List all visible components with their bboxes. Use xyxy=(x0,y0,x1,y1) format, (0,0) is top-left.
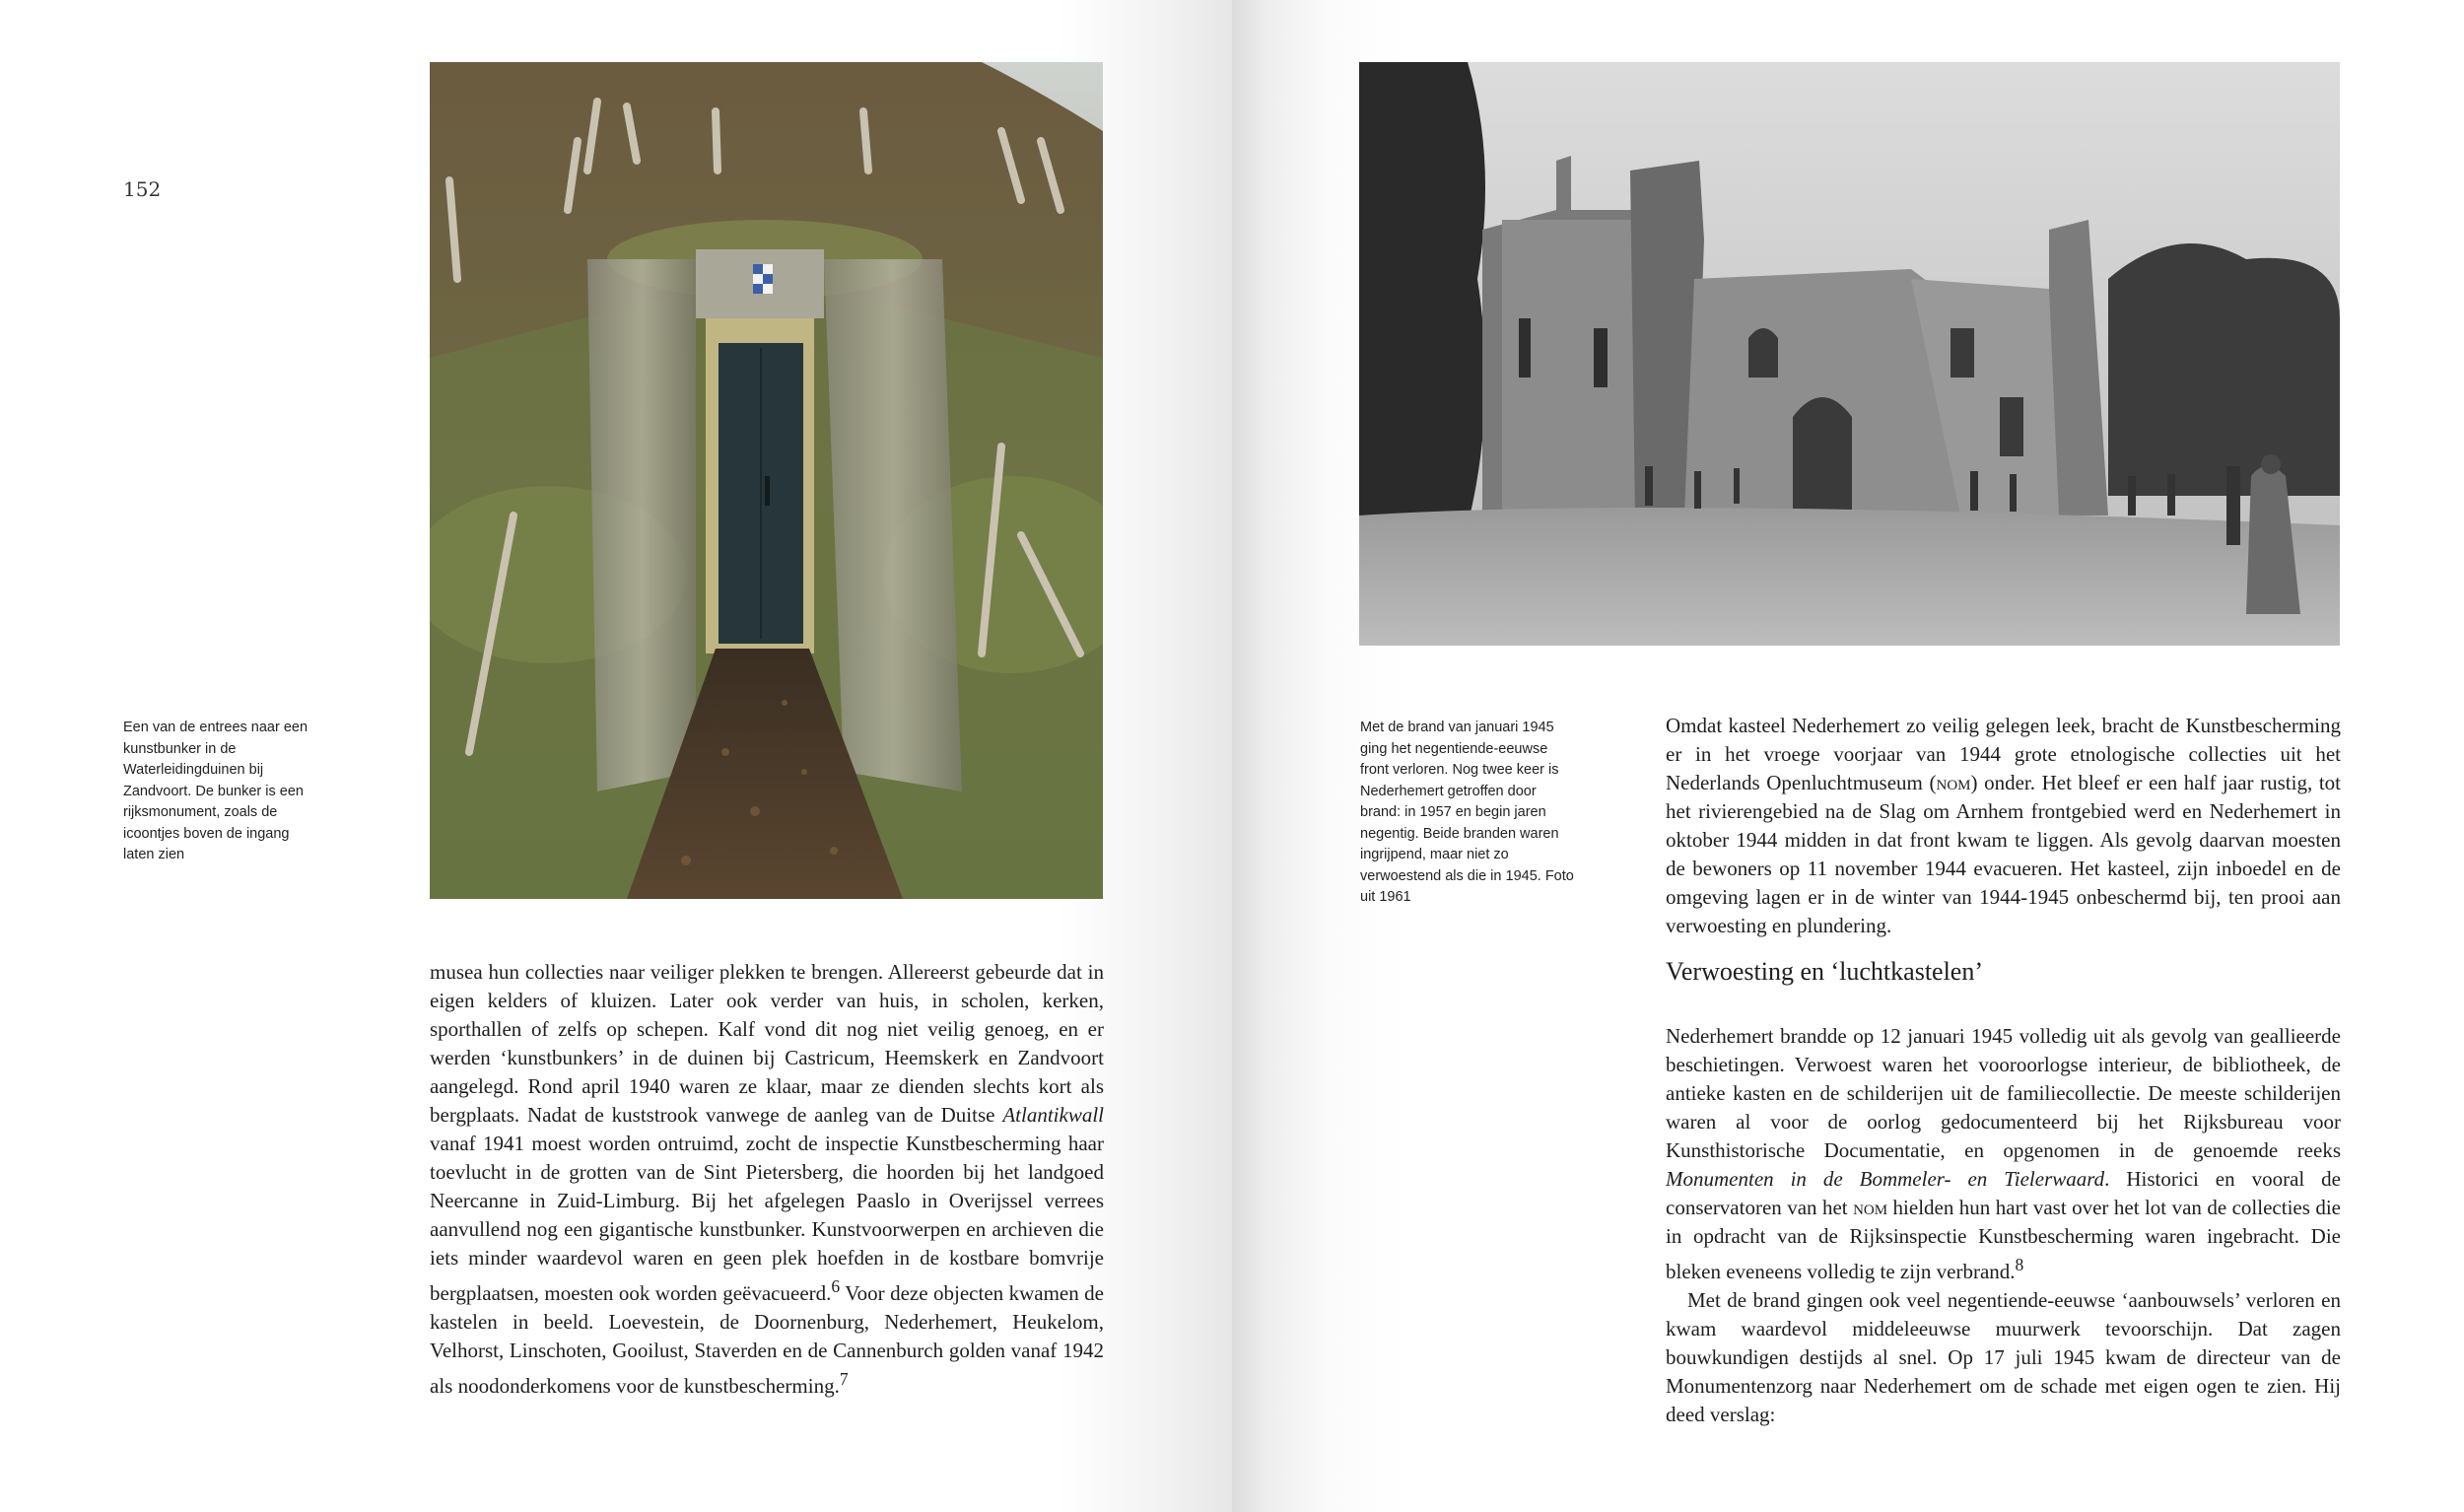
castle-ruin-photo xyxy=(1359,62,2340,646)
left-body-text: musea hun collecties naar veiliger plekken te brengen. Allereerst gebeurde dat in eigen kelders of kluizen. Later ook verder van huis, in scholen, kerken, sporthallen of zelfs op schepen. Kalf vond dit nog niet veilig genoeg, en er werden ‘kunstbunkers’ in de duinen bij Castricum, Heemskerk en Zandvoort aangelegd. Rond april 1940 waren ze klaar, maar ze dienden slechts kort als bergplaats. Nadat de kuststrook vanwege de aanleg van de Duitse Atlantikwall vanaf 1941 moest worden ontruimd, zocht de inspectie Kunstbescherming haar toevlucht in de grotten van de Sint Pietersberg, die hoorden bij het landgoed Neercanne in Zuid-Limburg. Bij het afgelegen Paaslo in Overijssel verrees aanvullend nog een gigantische kunstbunker. Kunstvoorwerpen en archieven die iets minder waardevol waren en geen plek hoefden in de kostbare bomvrije bergplaatsen, moesten ook worden geëvacueerd.$^6$ Voor deze objecten kwamen de kastelen in beeld. Loevestein, de Doornenburg, Nederhemert, Heukelom, Velhorst, Linschoten, Gooilust, Staverden en de Cannenburch golden vanaf 1942 als noodonderkomens voor de kunstbescherming.$^7$ xyxy=(430,960,1104,1398)
bunker-entrance-photo xyxy=(430,62,1103,899)
page-number: 152 xyxy=(123,177,162,201)
footnote-8: 8 xyxy=(2015,1255,2024,1274)
footnote-6: 6 xyxy=(831,1276,841,1296)
section-heading: Verwoesting en ‘luchtkastelen’ xyxy=(1666,957,1984,986)
right-intro-text: Omdat kasteel Nederhemert zo veilig gelegen leek, bracht de Kunstbescherming er in het vroege voorjaar van 1944 grote etnologische collecties uit het Nederlands Openluchtmuseum (nom) onder. Het bleef er een half jaar rustig, tot het rivierengebied na de Slag om Arnhem frontgebied werd en Nederhemert in oktober 1944 midden in dat front kwam te liggen. Als gevolg daarvan moesten de bewoners op 11 november 1944 evacueren. Het kasteel, zijn inboedel en de omgeving lagen er in de winter van 1944-1945 onbeschermd bij, ten prooi aan verwoesting en plundering. xyxy=(1666,714,2341,937)
castle-photo-caption: Met de brand van januari 1945 ging het negentiende-eeuwse front verloren. Nog twee keer is Nederhemert getroffen door brand: in 1957 en begin jaren negentig. Beide branden waren ingrijpend, maar niet zo verwoestend als die in 1945. Foto uit 1961 xyxy=(1360,720,1574,905)
footnote-7: 7 xyxy=(839,1369,849,1389)
bunker-photo-caption: Een van de entrees naar een kunstbunker in de Waterleidingduinen bij Zandvoort. De bunker is een rijksmonument, zoals de icoontjes boven de ingang laten zien xyxy=(123,720,308,862)
right-section-text: Nederhemert brandde op 12 januari 1945 volledig uit als gevolg van geallieerde beschietingen. Verwoest waren het vooroorlogse interieur, de bibliotheek, de antieke kasten en de schilderijen uit de familiecollectie. De meeste schilderijen waren al voor de oorlog gedocumenteerd bij het Rijksbureau voor Kunsthistorische Documentatie, en opgenomen in de genoemde reeks Monumenten in de Bommeler- en Tielerwaard. Historici en vooral de conservatoren van het nom hielden hun hart vast over het lot van de collecties die in opdracht van de Rijksinspectie Kunstbescherming waren ingebracht. Die bleken eveneens volledig te zijn verbrand.$^8$ Met de brand gingen ook veel negentiende-eeuwse ‘aanbouwsels’ verloren en kwam waardevol middeleeuwse muurwerk tevoorschijn. Dat zagen bouwkundigen destijds al snel. Op 17 juli 1945 kwam de directeur van de Monumentenzorg naar Nederhemert om de schade met eigen ogen te zien. Hij deed verslag: xyxy=(1666,1024,2341,1426)
